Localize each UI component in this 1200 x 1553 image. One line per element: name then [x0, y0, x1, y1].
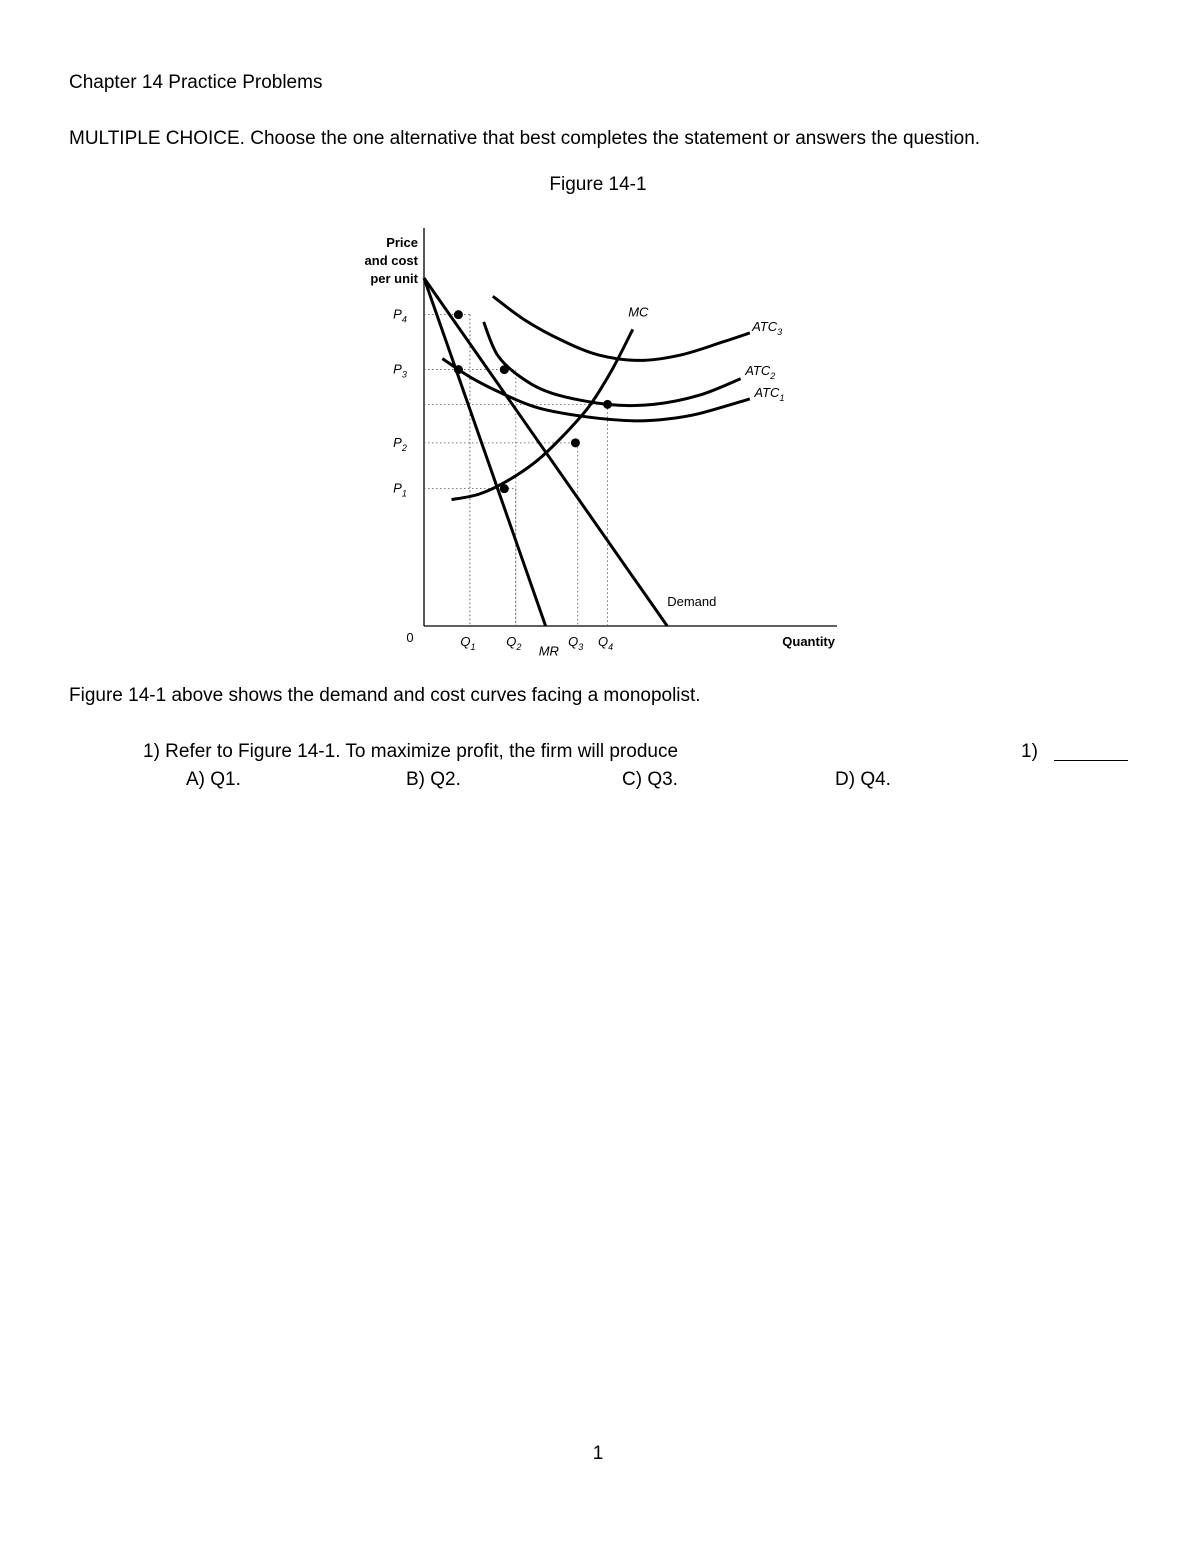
label-atc2: $ATC_2$: [745, 363, 776, 382]
y-tick-label: $P_1$: [393, 480, 407, 499]
curve-mr: [424, 278, 546, 626]
figure-title: Figure 14-1: [549, 174, 647, 195]
figure-caption: Figure 14-1 above shows the demand and cost curves facing a monopolist.: [69, 685, 701, 706]
y-axis-title-line: and cost: [364, 253, 418, 268]
page-number: 1: [592, 1443, 604, 1464]
label-demand: Demand: [667, 593, 717, 609]
curve-atc2: [484, 322, 741, 406]
choice-c[interactable]: C) Q3.: [622, 769, 678, 790]
intersection-point: [500, 484, 509, 493]
x-tick-label: $Q_4$: [597, 634, 614, 652]
intersection-point: [500, 365, 509, 374]
label-atc3: $ATC_3$: [752, 319, 783, 338]
question-text: 1) Refer to Figure 14-1. To maximize profit, the firm will produce: [143, 741, 679, 762]
x-axis-title: Quantity: [782, 634, 835, 649]
x-tick-label: $Q_1$: [460, 634, 476, 652]
instructions: MULTIPLE CHOICE. Choose the one alternative that best completes the statement or answers the question.: [69, 128, 981, 149]
intersection-point: [454, 310, 463, 319]
answer-blank[interactable]: [1054, 760, 1128, 761]
figure-14-1-chart: [340, 220, 860, 680]
choice-b[interactable]: B) Q2.: [406, 769, 461, 790]
y-tick-label: $P_4$: [393, 306, 407, 325]
choice-d[interactable]: D) Q4.: [835, 769, 891, 790]
origin-label: 0: [406, 630, 414, 645]
choice-a[interactable]: A) Q1.: [186, 769, 241, 790]
intersection-point: [571, 438, 580, 447]
page-title: Chapter 14 Practice Problems: [69, 72, 323, 93]
y-tick-label: $P_2$: [393, 434, 407, 453]
label-mc: MC: [628, 304, 649, 320]
x-tick-label: $Q_2$: [506, 634, 522, 652]
intersection-point: [454, 365, 463, 374]
label-atc1: $ATC_1$: [754, 385, 785, 404]
y-axis-title-line: Price: [386, 235, 418, 250]
y-axis-title-line: per unit: [370, 271, 418, 286]
label-mr: MR: [538, 643, 559, 659]
intersection-point: [603, 400, 612, 409]
y-tick-label: $P_3$: [393, 361, 407, 380]
x-tick-label: $Q_3$: [568, 634, 584, 652]
answer-label: 1): [1021, 741, 1038, 762]
